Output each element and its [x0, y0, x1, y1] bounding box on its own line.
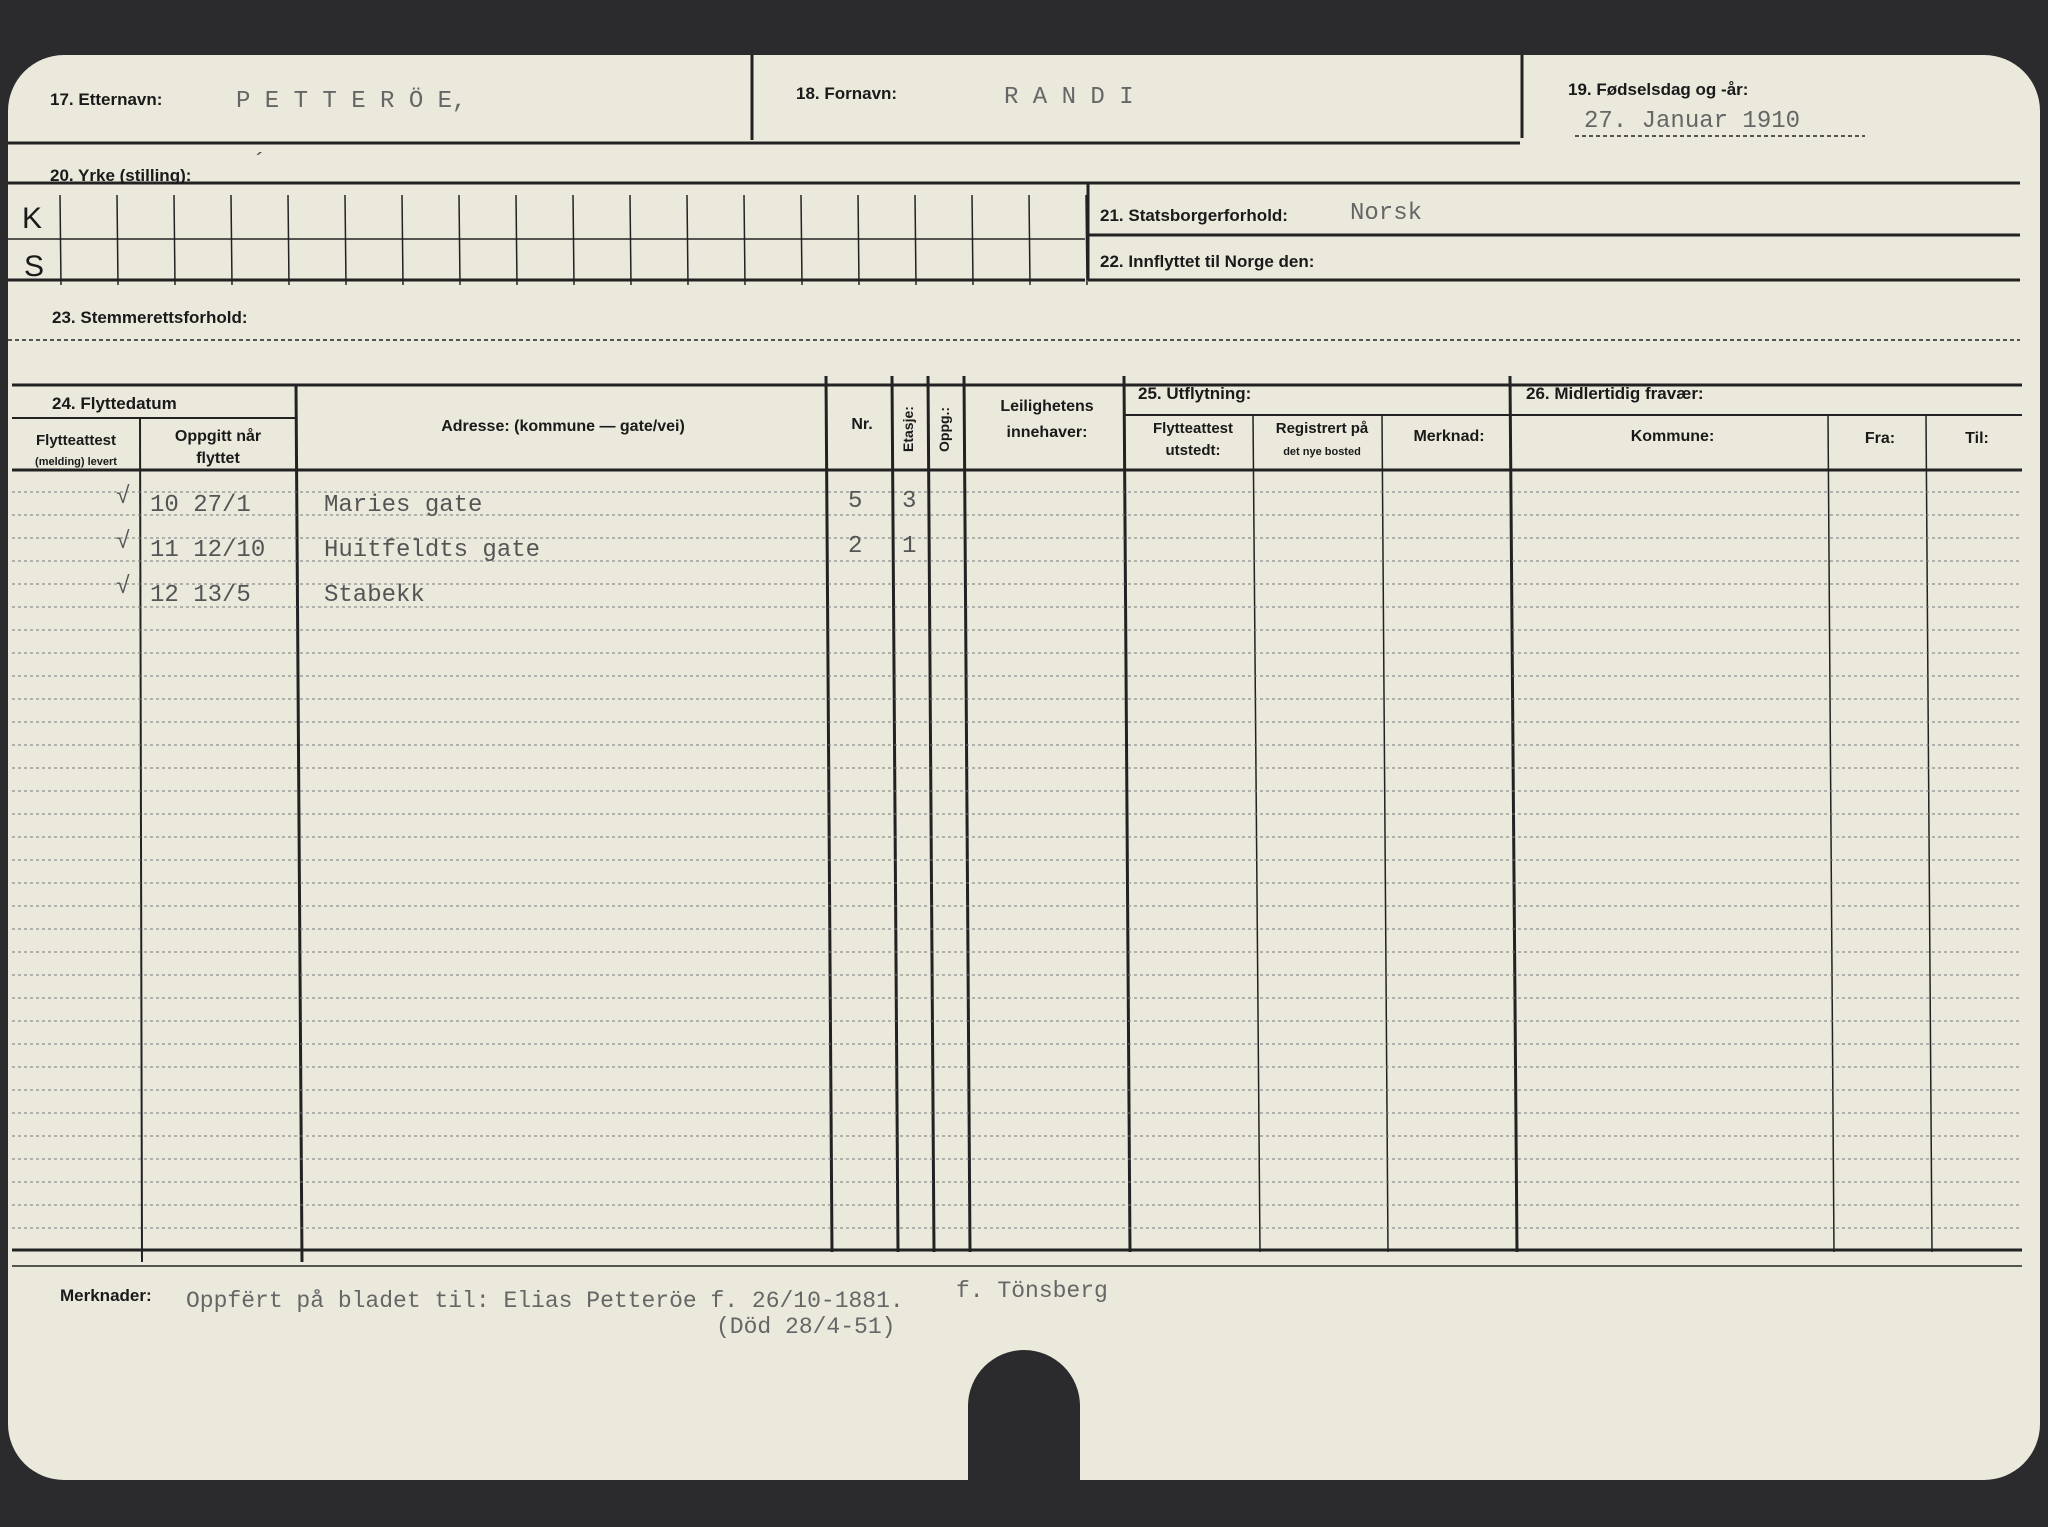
stated-moved-label-1: Oppgitt når: [174, 428, 262, 445]
firstname-value[interactable]: R A N D I: [1004, 84, 1134, 111]
apartment-holder-header-2: innehaver:: [1006, 424, 1088, 441]
occupation-label: 20. Yrke (stilling):: [50, 166, 192, 185]
stated-header: Oppg.:: [936, 406, 952, 452]
apartment-holder-header-1: Leilighetens: [1000, 398, 1094, 415]
k-label: K: [22, 202, 43, 235]
move-check[interactable]: √: [116, 574, 131, 601]
to-header: Til:: [1965, 430, 1989, 447]
voting-rights-label: 23. Stemmerettsforhold:: [52, 308, 248, 327]
birthdate-label: 19. Fødselsdag og -år:: [1568, 80, 1749, 99]
move-address[interactable]: Stabekk: [324, 582, 425, 609]
s-label: S: [24, 250, 45, 283]
temporary-absence-label: 26. Midlertidig fravær:: [1526, 384, 1704, 403]
citizenship-label: 21. Statsborgerforhold:: [1100, 206, 1288, 225]
move-floor[interactable]: 1: [902, 533, 917, 560]
occupation-value[interactable]: ´: [252, 150, 267, 177]
move-date[interactable]: 11 12/10: [150, 537, 266, 564]
surname-value[interactable]: P E T T E R Ö E,: [236, 88, 467, 115]
remarks-line-1[interactable]: Oppfërt på bladet til: Elias Petteröe f. 26/10-1881.: [186, 1288, 904, 1314]
move-floor[interactable]: 3: [902, 488, 917, 515]
remarks-birthplace[interactable]: f. Tönsberg: [956, 1278, 1108, 1304]
moving-out-label: 25. Utflytning:: [1138, 384, 1252, 403]
immigrated-label: 22. Innflyttet til Norge den:: [1100, 252, 1315, 271]
move-check[interactable]: √: [116, 529, 131, 556]
address-header: Adresse: (kommune — gate/vei): [441, 418, 685, 435]
citizenship-value[interactable]: Norsk: [1350, 200, 1423, 227]
remarks-label: Merknader:: [60, 1286, 152, 1305]
move-date[interactable]: 10 27/1: [150, 492, 251, 519]
floor-header: Etasje:: [900, 406, 916, 452]
move-number[interactable]: 5: [848, 488, 863, 515]
registered-2: det nye bosted: [1283, 446, 1361, 458]
certificate-issued-2: utstedt:: [1165, 442, 1221, 459]
move-date[interactable]: 12 13/5: [150, 582, 251, 609]
from-header: Fra:: [1864, 430, 1896, 447]
move-date-label: 24. Flyttedatum: [52, 394, 177, 413]
number-header: Nr.: [851, 416, 873, 433]
move-address[interactable]: Maries gate: [324, 492, 483, 519]
remarks-line-2[interactable]: (Död 28/4-51): [716, 1314, 896, 1340]
certificate-delivered-label: Flytteattest: [35, 432, 117, 449]
move-check[interactable]: √: [116, 484, 131, 511]
move-number[interactable]: 2: [848, 533, 863, 560]
certificate-issued-1: Flytteattest: [1152, 420, 1234, 437]
surname-label: 17. Etternavn:: [50, 90, 163, 109]
notice-delivered-label: (melding) levert: [35, 456, 117, 468]
birthdate-value[interactable]: 27. Januar 1910: [1584, 108, 1801, 135]
municipality-header: Kommune:: [1630, 428, 1715, 445]
firstname-label: 18. Fornavn:: [796, 84, 898, 103]
stated-moved-label-2: flyttet: [196, 450, 240, 467]
registered-1: Registrert på: [1275, 420, 1369, 437]
move-address[interactable]: Huitfeldts gate: [324, 537, 541, 564]
remark-header: Merknad:: [1413, 428, 1485, 445]
